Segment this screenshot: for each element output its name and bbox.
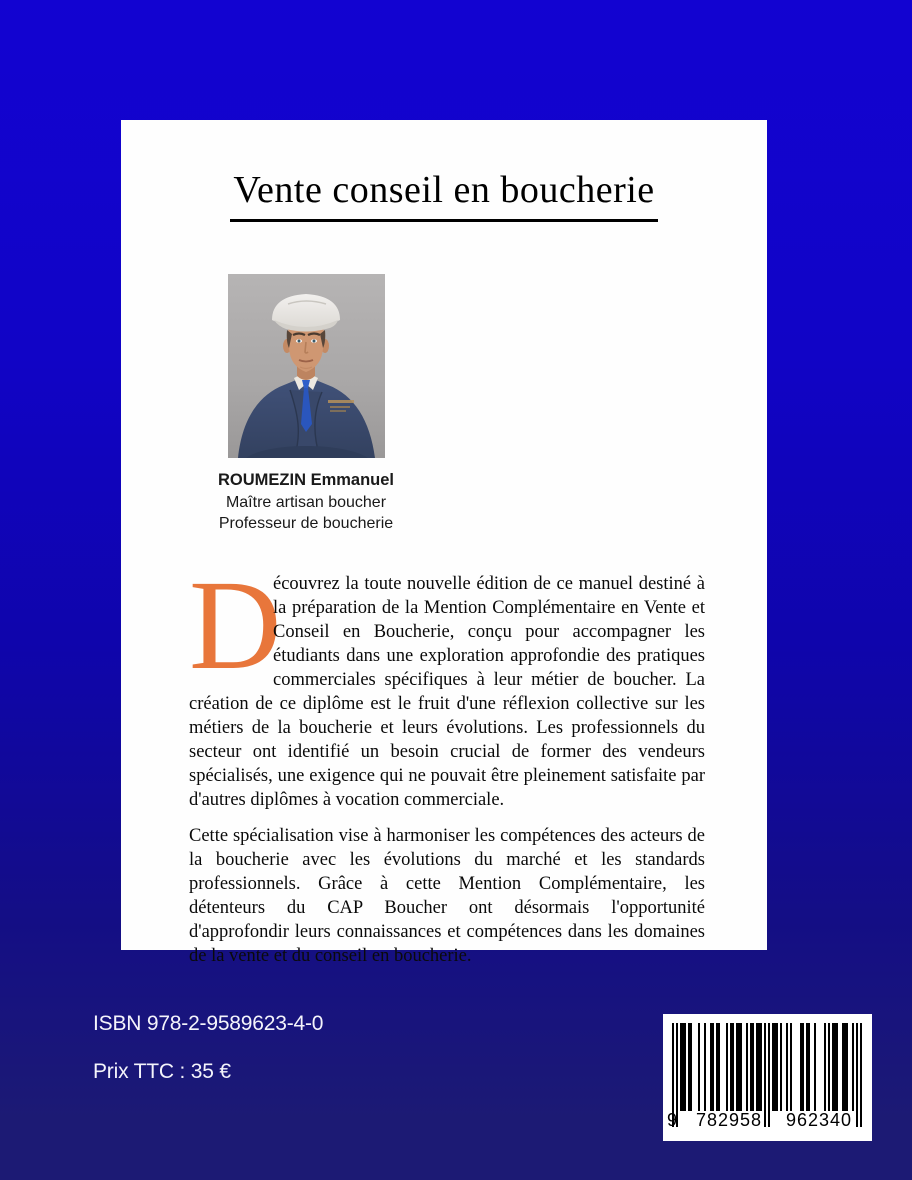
author-role-2: Professeur de boucherie (218, 515, 394, 532)
synopsis-paragraph-2: Cette spécialisation vise à harmoniser les compétences des acteurs de la boucherie avec les évolutions du marché et les standards professionnels. Grâce à cette Mention Complémentaire, les détenteurs du CAP Boucher ont désormais l'opportunité d'approfondir leurs connaissances et compétences dans les domaines de la vente et du conseil en boucherie. (189, 826, 705, 966)
synopsis-paragraph-1-text: écouvrez la toute nouvelle édition de ce manuel destiné à la préparation de la Mention Complémentaire en Vente et Conseil en Boucherie, conçu pour accompagner les étudiants dans une exploration approfondie des pratiques commerciales spécifiques à leur métier de boucher. La création de ce diplôme est le fruit d'une réflexion collective sur les métiers de la boucherie et leurs évolutions. Les professionnels du secteur ont identifié un besoin crucial de former des vendeurs spécialisés, une exigence qui ne pouvait être pleinement satisfaite par d'autres diplômes à vocation commerciale. (189, 574, 705, 810)
author-name: ROUMEZIN Emmanuel (217, 471, 395, 489)
cover-white-panel (121, 120, 767, 966)
book-title: Vente conseil en boucherie (230, 168, 657, 222)
isbn-text: ISBN 978-2-9589623-4-0 (93, 1012, 324, 1035)
price-text: Prix TTC : 35 € (93, 1060, 231, 1083)
author-block (146, 470, 466, 535)
dropcap-letter: D (189, 554, 282, 696)
author-role-1: Maître artisan boucher (225, 493, 387, 511)
barcode-digit-group-1: 782958 (695, 1110, 763, 1130)
synopsis-paragraph-1 (189, 554, 705, 812)
barcode-digit-left: 9 (667, 1110, 678, 1130)
barcode (663, 1014, 872, 1141)
barcode-digit-group-2: 962340 (785, 1110, 853, 1130)
synopsis (189, 554, 705, 968)
title-row (121, 168, 767, 222)
barcode-digits (663, 1110, 872, 1132)
author-portrait-photo (228, 274, 385, 458)
